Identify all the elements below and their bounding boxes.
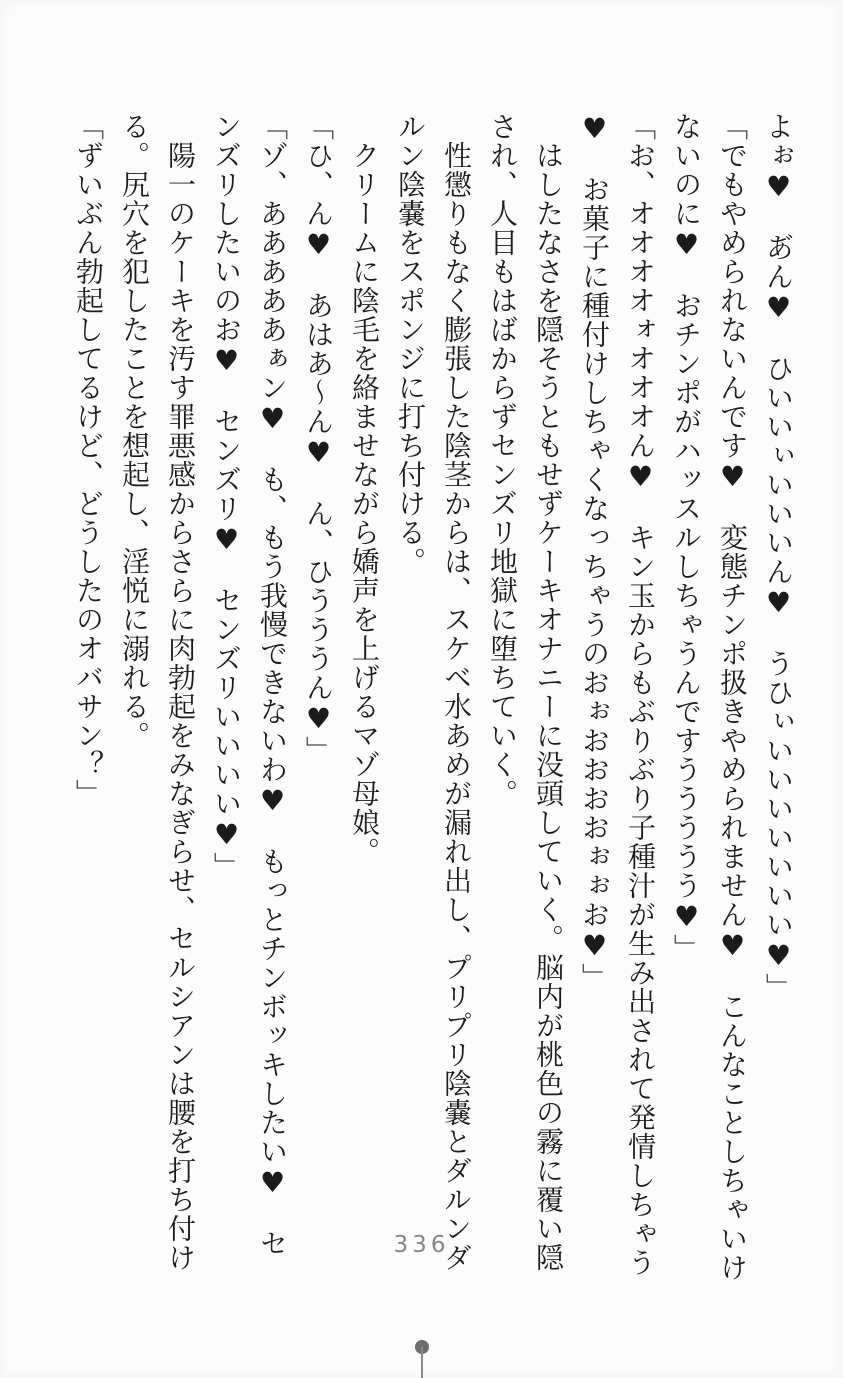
page-number: 336 [393,1232,450,1258]
text-column-15: る。尻穴を犯したことを想起し、淫悦に溺れる。 [118,112,151,750]
text-column-7: され、人目もはばからずセンズリ地獄に堕ちていく。 [486,112,519,808]
text-column-13: ンズリしたいのお♥ センズリ♥ センズリいいいい♥」 [210,112,243,881]
text-column-11: 「ひ、ん♥ あはあ〜ん♥ ん、ひうううん♥」 [302,112,335,765]
text-column-16: 「ずいぶん勃起してるけど、どうしたのオバサン？」 [72,112,105,808]
text-column-10: クリームに陰毛を絡ませながら嬌声を上げるマゾ母娘。 [348,112,381,866]
text-column-2: 「でもやめられないんです♥ 変態チンポ扱きやめられません♥ こんなことしちゃいけ [716,112,749,1282]
text-column-5: ♥ お菓子に種付けしちゃくなっちゃうのおぉおおおおぉぉお♥」 [578,112,611,992]
text-column-6: はしたなさを隠そうともせずケーキオナニーに没頭していく。脳内が桃色の霧に覆い隠 [532,112,565,1272]
page-marker-stem [421,1347,423,1378]
text-column-9: ルン陰嚢をスポンジに打ち付ける。 [394,112,427,576]
page-footer [0,1232,843,1378]
text-column-8: 性懲りもなく膨張した陰茎からは、スケベ水あめが漏れ出し、プリプリ陰嚢とダルンダ [440,112,473,1272]
vertical-text-block [65,112,801,1362]
text-column-1: よぉ♥ あ゙ん♥ ひいいぃいいいん♥ うひぃいいいいいいい♥」 [762,112,795,1002]
text-column-4: 「お、オオオオォオオオん♥ キン玉からもぶりぶり子種汁が生み出されて発情しちゃう [624,112,657,1277]
text-column-14: 陽一のケーキを汚す罪悪感からさらに肉勃起をみなぎらせ、セルシアンは腰を打ち付け [164,112,197,1272]
text-column-12: 「ゾ、あああああぁン♥ も、もう我慢できないわ♥ もっとチンボッキしたい♥ セ [256,112,289,1258]
text-column-3: ないのに♥ おチンポがハッスルしちゃうんですううううう♥」 [670,112,703,963]
